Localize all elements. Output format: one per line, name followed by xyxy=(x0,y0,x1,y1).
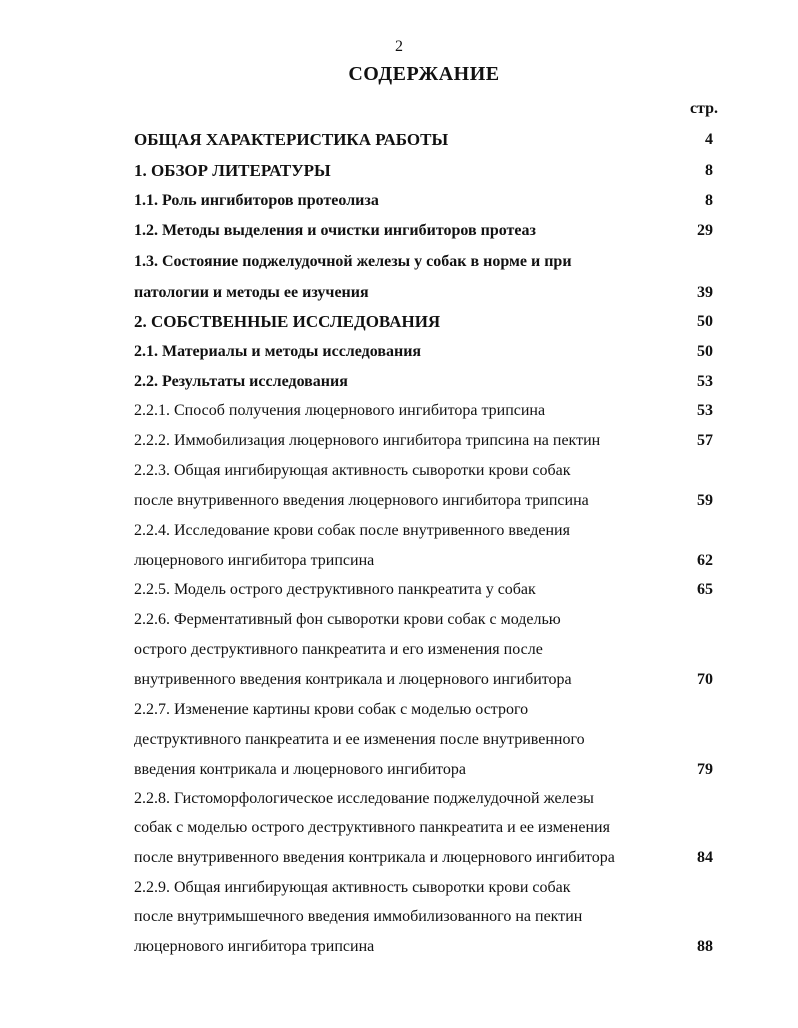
toc-entry-2-2-8-line2: собак с моделью острого деструктивного панкреатита и ее изменения xyxy=(134,819,610,836)
toc-entry-2-2-2: 2.2.2. Иммобилизация люцернового ингибитора трипсина на пектин xyxy=(134,432,601,449)
toc-page-number: 8 xyxy=(705,162,713,179)
toc-entry-2-2-5: 2.2.5. Модель острого деструктивного панкреатита у собак xyxy=(134,581,536,598)
toc-entry-2-2-3-line1: 2.2.3. Общая ингибирующая активность сыворотки крови собак xyxy=(134,462,571,479)
toc-entry-2-2-4-line2: люцернового ингибитора трипсина xyxy=(134,552,375,569)
toc-entry-2-2-8-line3: после внутривенного введения контрикала и люцернового ингибитора xyxy=(134,849,615,866)
toc-page-number: 65 xyxy=(697,581,713,598)
toc-page-number: 70 xyxy=(697,671,713,688)
toc-page-number: 62 xyxy=(697,552,713,569)
toc-entry-2-2-1: 2.2.1. Способ получения люцернового ингибитора трипсина xyxy=(134,402,546,419)
toc-page-number: 39 xyxy=(697,284,713,301)
toc-entry-2-2-3-line2: после внутривенного введения люцернового ингибитора трипсина xyxy=(134,492,589,509)
toc-page-number: 29 xyxy=(697,222,713,239)
toc-page-number: 53 xyxy=(697,373,713,390)
toc-entry-2-2-6-line3: внутривенного введения контрикала и люцернового ингибитора xyxy=(134,671,572,688)
toc-entry-2-2-7-line1: 2.2.7. Изменение картины крови собак с моделью острого xyxy=(134,701,529,718)
toc-entry-2-2-9-line3: люцернового ингибитора трипсина xyxy=(134,938,375,955)
toc-entry-2-2-9-line1: 2.2.9. Общая ингибирующая активность сыворотки крови собак xyxy=(134,879,571,896)
toc-entry-2-2-9-line2: после внутримышечного введения иммобилизованного на пектин xyxy=(134,908,583,925)
page-number: 2 xyxy=(395,38,403,55)
toc-entry-2-2-6-line1: 2.2.6. Ферментативный фон сыворотки крови собак с моделью xyxy=(134,611,561,628)
page-title: СОДЕРЖАНИЕ xyxy=(348,63,500,85)
toc-entry-1-3-line1: 1.3. Состояние поджелудочной железы у собак в норме и при xyxy=(134,253,572,270)
page-column-label: стр. xyxy=(689,100,718,117)
toc-entry-2-2-4-line1: 2.2.4. Исследование крови собак после внутривенного введения xyxy=(134,522,570,539)
toc-entry-2-2: 2.2. Результаты исследования xyxy=(134,373,348,390)
toc-page-number: 59 xyxy=(697,492,713,509)
toc-entry-own-research: 2. СОБСТВЕННЫЕ ИССЛЕДОВАНИЯ xyxy=(134,312,441,331)
toc-entry-1-2: 1.2. Методы выделения и очистки ингибиторов протеаз xyxy=(134,222,536,239)
toc-entry-2-2-7-line2: деструктивного панкреатита и ее изменения после внутривенного xyxy=(134,731,585,748)
toc-entry-literature: 1. ОБЗОР ЛИТЕРАТУРЫ xyxy=(134,161,331,180)
toc-page-number: 57 xyxy=(697,432,713,449)
toc-page-number: 50 xyxy=(697,313,713,330)
toc-entry-general: ОБЩАЯ ХАРАКТЕРИСТИКА РАБОТЫ xyxy=(134,130,449,149)
toc-entry-2-2-8-line1: 2.2.8. Гистоморфологическое исследование поджелудочной железы xyxy=(134,790,594,807)
toc-page-number: 8 xyxy=(705,192,713,209)
toc-entry-2-2-6-line2: острого деструктивного панкреатита и его изменения после xyxy=(134,641,543,658)
toc-page-number: 79 xyxy=(697,761,713,778)
toc-page-number: 53 xyxy=(697,402,713,419)
toc-entry-1-1: 1.1. Роль ингибиторов протеолиза xyxy=(134,192,379,209)
toc-page-number: 4 xyxy=(705,131,713,148)
toc-entry-2-2-7-line3: введения контрикала и люцернового ингибитора xyxy=(134,761,466,778)
toc-page-number: 84 xyxy=(697,849,713,866)
toc-page-number: 88 xyxy=(697,938,713,955)
toc-entry-1-3-line2: патологии и методы ее изучения xyxy=(134,284,369,301)
toc-entry-2-1: 2.1. Материалы и методы исследования xyxy=(134,343,422,360)
toc-page-number: 50 xyxy=(697,343,713,360)
